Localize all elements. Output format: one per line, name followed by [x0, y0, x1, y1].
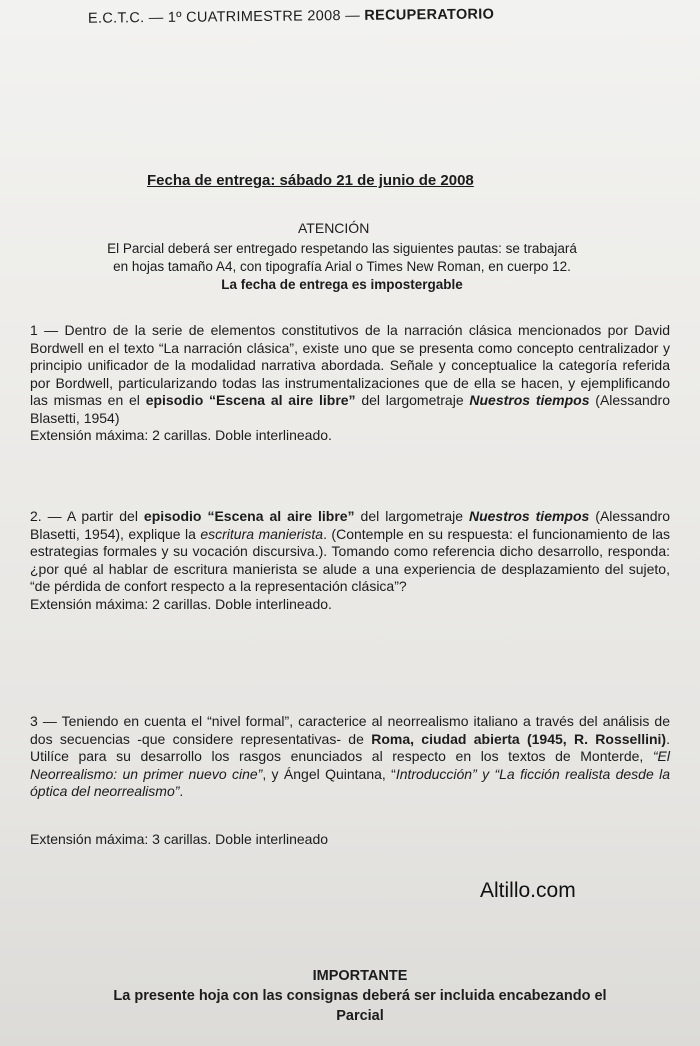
q3-text-3: , y Ángel Quintana, “ [262, 765, 396, 782]
q2-text-1: 2. — A partir del [30, 508, 144, 524]
q3-text-4: . [179, 783, 184, 799]
attention-line-2: en hojas tamaño A4, con tipografía Arial o Times New Roman, en cuerpo 12. [113, 259, 571, 274]
q2-text-3: (Alessandro Blasetti, 1954), explique la [30, 508, 671, 542]
question-2 [30, 508, 670, 613]
q2-mannerist-writing: escritura manierista [200, 525, 324, 542]
q1-text-2: del largometraje [355, 392, 470, 408]
q1-text-1: 1 — Dentro de la serie de elementos constitutivos de la narración clásica mencionados por David Bordwell en el texto “La narración clásica”, existe uno que se presenta como concepto centralizador y principio unificador de la modalidad narrativa abordada. Señale y conceptualice la categoría referida por Bordwell, particularizando todas las instrumentalizaciones que de ella se hacen, y ejemplificando las mismas en el [30, 322, 670, 408]
exam-header [88, 5, 608, 26]
important-title: IMPORTANTE [312, 968, 408, 984]
attention-deadline-note: La fecha de entrega es impostergable [221, 277, 463, 292]
attention-title: ATENCIÓN [298, 220, 370, 236]
header-course: E.C.T.C. — 1º CUATRIMESTRE 2008 — [87, 7, 361, 27]
important-line-2: Parcial [336, 1008, 384, 1024]
q2-text-4: . (Contemple en su respuesta: el funcionamiento de las estrategias formales y su vocación discursiva.). Tomando como referencia dicho desarrollo, responda: ¿por qué al hablar de escritura manierista se alude a una experiencia de desplazamiento del sujeto, “de pérdida de confort respecto a la representación clásica”? [30, 525, 670, 594]
important-note [20, 966, 700, 1026]
q2-text-2: del largometraje [354, 508, 469, 524]
q3-text-2: . Utilíce para su desarrollo los rasgos enunciados al respecto en los textos de Monterde, [30, 730, 670, 764]
q1-extension: Extensión máxima: 2 carillas. Doble interlineado. [30, 427, 332, 443]
important-line-1: La presente hoja con las consignas deberá ser incluida encabezando el [113, 988, 607, 1004]
q2-extension: Extensión máxima: 2 carillas. Doble interlineado. [30, 595, 332, 612]
q3-text-1: 3 — Teniendo en cuenta el “nivel formal”, caracterice al neorrealismo italiano a través del análisis de dos secuencias -que considere representativas- de [30, 713, 670, 747]
attention-line-1: El Parcial deberá ser entregado respetando las siguientes pautas: se trabajará [107, 241, 577, 256]
q3-extension: Extensión máxima: 3 carillas. Doble interlineado [30, 830, 329, 847]
q2-film-title: Nuestros tiempos [468, 508, 590, 524]
q1-film-title: Nuestros tiempos [469, 392, 590, 408]
question-3 [30, 713, 670, 848]
q3-monterde-title: “El Neorrealismo: un primer nuevo cine” [30, 748, 670, 782]
question-1 [30, 322, 670, 445]
q2-episode: episodio “Escena al aire libre” [143, 508, 355, 524]
watermark: Altillo.com [480, 879, 576, 902]
q1-text-3: (Alessandro Blasetti, 1954) [30, 392, 671, 426]
q3-film-title: Roma, ciudad abierta (1945, R. Rossellini) [371, 730, 667, 747]
attention-body [27, 240, 657, 294]
q1-episode: episodio “Escena al aire libre” [145, 392, 356, 408]
header-recuperatorio: RECUPERATORIO [364, 6, 495, 24]
due-date: Fecha de entrega: sábado 21 de junio de 2008 [147, 172, 474, 189]
q3-quintana-titles: Introducción” y “La ficción realista desde la óptica del neorrealismo” [30, 765, 670, 799]
